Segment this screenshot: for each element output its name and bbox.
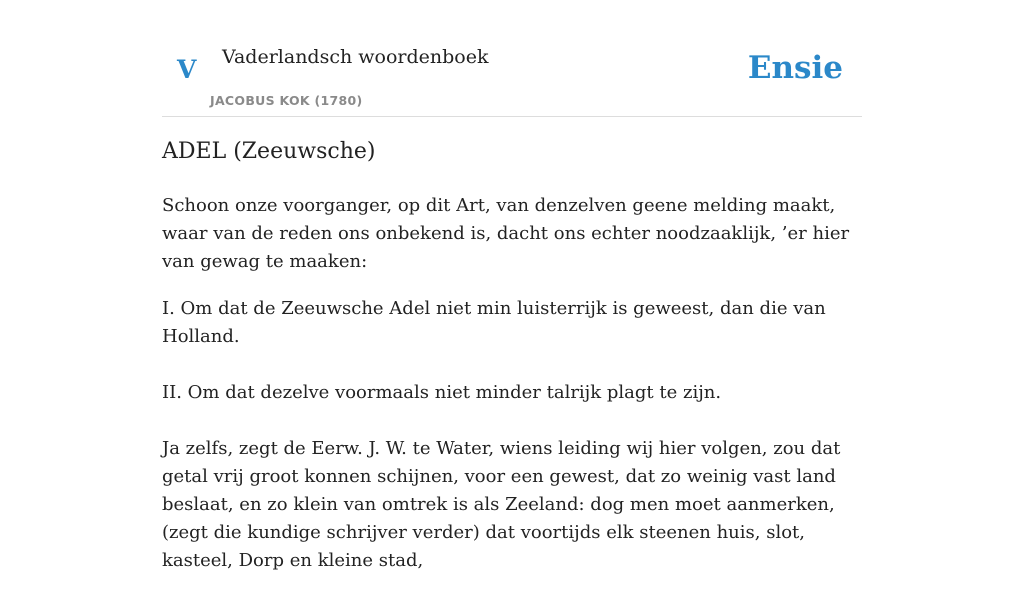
ensie-logo[interactable]: Ensie — [747, 50, 843, 86]
paragraph: Ja zelfs, zegt de Eerw. J. W. te Water, wiens leiding wij hier volgen, zou dat getal vrij groot konnen schijnen, voor een gewest, dat zo weinig vast land beslaat, en zo klein van omtrek is als Zeeland: dog men moet aanmerken, (zegt die kundige schrijver verder) dat voortijds elk steenen huis, slot, kasteel, Dorp en kleine stad, — [162, 438, 841, 571]
entry-headword: ADEL (Zeeuwsche) — [162, 139, 376, 164]
header — [162, 0, 862, 117]
paragraph: II. Om dat dezelve voormaals niet minder talrijk plagt te zijn. — [162, 382, 722, 403]
author-label: JACOBUS KOK (1780) — [210, 93, 363, 108]
paragraph: Schoon onze voorganger, op dit Art, van denzelven geene melding maakt, waar van de reden ons onbekend is, dacht ons echter noodzaaklijk, ’er hier van gewag te maaken: — [162, 195, 850, 272]
paragraph: I. Om dat de Zeeuwsche Adel niet min luisterrijk is geweest, dan die van Holland. — [162, 298, 826, 347]
book-logo[interactable]: V — [177, 55, 197, 84]
page — [162, 0, 862, 571]
entry-body — [162, 192, 862, 594]
book-title-link[interactable]: Vaderlandsch woordenboek — [222, 46, 489, 68]
